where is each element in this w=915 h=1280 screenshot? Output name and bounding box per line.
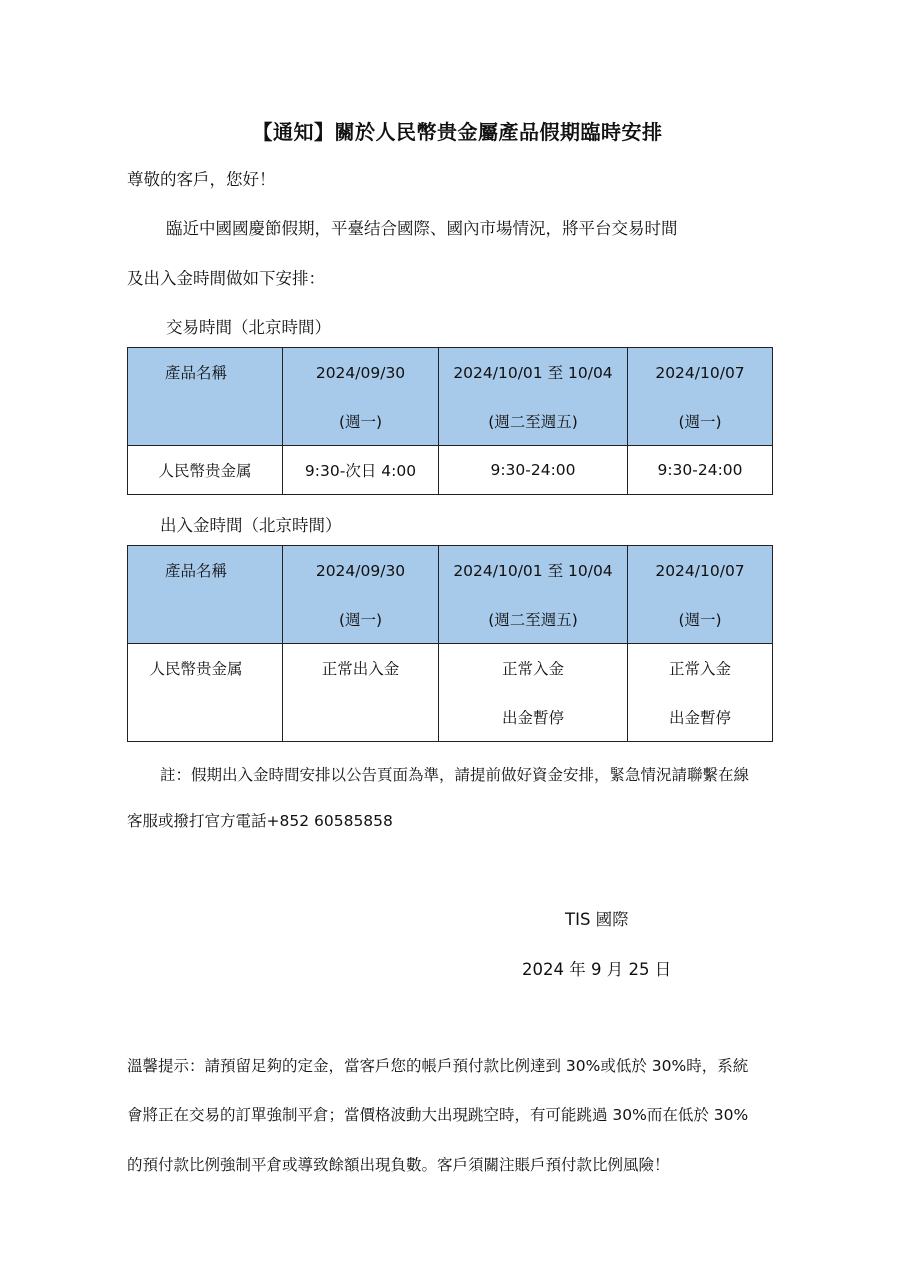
header-date-1: 2024/09/30 bbox=[315, 562, 406, 580]
header-date-2: 2024/10/01 至 10/04 bbox=[453, 364, 613, 382]
tip-line-1: 溫馨提示：請預留足夠的定金，當客戶您的帳戶預付款比例達到 30%或低於 30%時，系統 bbox=[127, 1057, 749, 1075]
header-cell-date-2 bbox=[439, 546, 628, 644]
header-product-label: 產品名稱 bbox=[164, 562, 227, 580]
intro-line-1: 臨近中國國慶節假期，平臺结合國際、國內市場情況，將平台交易时間 bbox=[166, 219, 678, 238]
header-cell-product bbox=[128, 348, 283, 446]
trading-hours-table bbox=[127, 347, 773, 495]
tip-line-2: 會將正在交易的訂單強制平倉；當價格波動大出現跳空時，有可能跳過 30%而在低於 30% bbox=[127, 1106, 749, 1124]
intro-line-2: 及出入金時間做如下安排： bbox=[127, 269, 325, 288]
header-date-2: 2024/10/01 至 10/04 bbox=[453, 562, 613, 580]
table-row bbox=[128, 644, 773, 742]
tip-line-3: 的預付款比例強制平倉或導致餘額出現負數。客戶須關注賬戶預付款比例風險！ bbox=[127, 1156, 670, 1174]
withdrawal-status-2: 出金暫停 bbox=[501, 709, 564, 727]
note-line-2: 客服或撥打官方電話+852 60585858 bbox=[127, 812, 393, 830]
header-weekday-1: (週一) bbox=[338, 611, 383, 629]
header-cell-product bbox=[128, 546, 283, 644]
signature-date: 2024 年 9 月 25 日 bbox=[522, 960, 672, 979]
header-weekday-1: (週一) bbox=[338, 413, 383, 431]
trading-time-cell-1: 9:30-次日 4:00 bbox=[283, 446, 439, 495]
notice-title: 【通知】關於人民幣贵金屬產品假期臨時安排 bbox=[252, 120, 663, 144]
note-line-1: 註：假期出入金時間安排以公告頁面為準，請提前做好資金安排，緊急情況請聯繫在線 bbox=[160, 766, 750, 784]
signature-org: TIS 國際 bbox=[565, 910, 629, 929]
funds-cell-2 bbox=[439, 644, 628, 742]
header-cell-date-1 bbox=[283, 546, 439, 644]
product-cell bbox=[128, 644, 283, 742]
table-header-row bbox=[128, 546, 773, 644]
header-product-label: 產品名稱 bbox=[164, 364, 227, 382]
header-cell-date-2 bbox=[439, 348, 628, 446]
header-cell-date-1 bbox=[283, 348, 439, 446]
trading-time-cell-2: 9:30-24:00 bbox=[439, 446, 628, 495]
header-date-3: 2024/10/07 bbox=[655, 562, 745, 580]
header-date-3: 2024/10/07 bbox=[655, 364, 745, 382]
funds-cell-1 bbox=[283, 644, 439, 742]
funds-hours-table bbox=[127, 545, 773, 742]
trading-time-cell-3: 9:30-24:00 bbox=[628, 446, 773, 495]
trading-hours-heading: 交易時間（北京時間） bbox=[166, 318, 331, 337]
deposit-status-3: 正常入金 bbox=[668, 660, 731, 678]
greeting: 尊敬的客戶，您好！ bbox=[127, 170, 276, 189]
funds-cell-3 bbox=[628, 644, 773, 742]
funds-hours-heading: 出入金時間（北京時間） bbox=[160, 516, 342, 535]
deposit-status-2: 正常入金 bbox=[501, 660, 564, 678]
header-date-1: 2024/09/30 bbox=[315, 364, 406, 382]
header-weekday-2: (週二至週五) bbox=[488, 611, 578, 629]
header-weekday-2: (週二至週五) bbox=[488, 413, 578, 431]
product-name: 人民幣贵金属 bbox=[149, 660, 243, 678]
funds-status-1: 正常出入金 bbox=[321, 660, 400, 678]
table-header-row bbox=[128, 348, 773, 446]
header-weekday-3: (週一) bbox=[678, 413, 722, 431]
withdrawal-status-3: 出金暫停 bbox=[668, 709, 731, 727]
header-weekday-3: (週一) bbox=[678, 611, 722, 629]
product-cell: 人民幣贵金属 bbox=[128, 446, 283, 495]
header-cell-date-3 bbox=[628, 546, 773, 644]
header-cell-date-3 bbox=[628, 348, 773, 446]
table-row bbox=[128, 446, 773, 495]
